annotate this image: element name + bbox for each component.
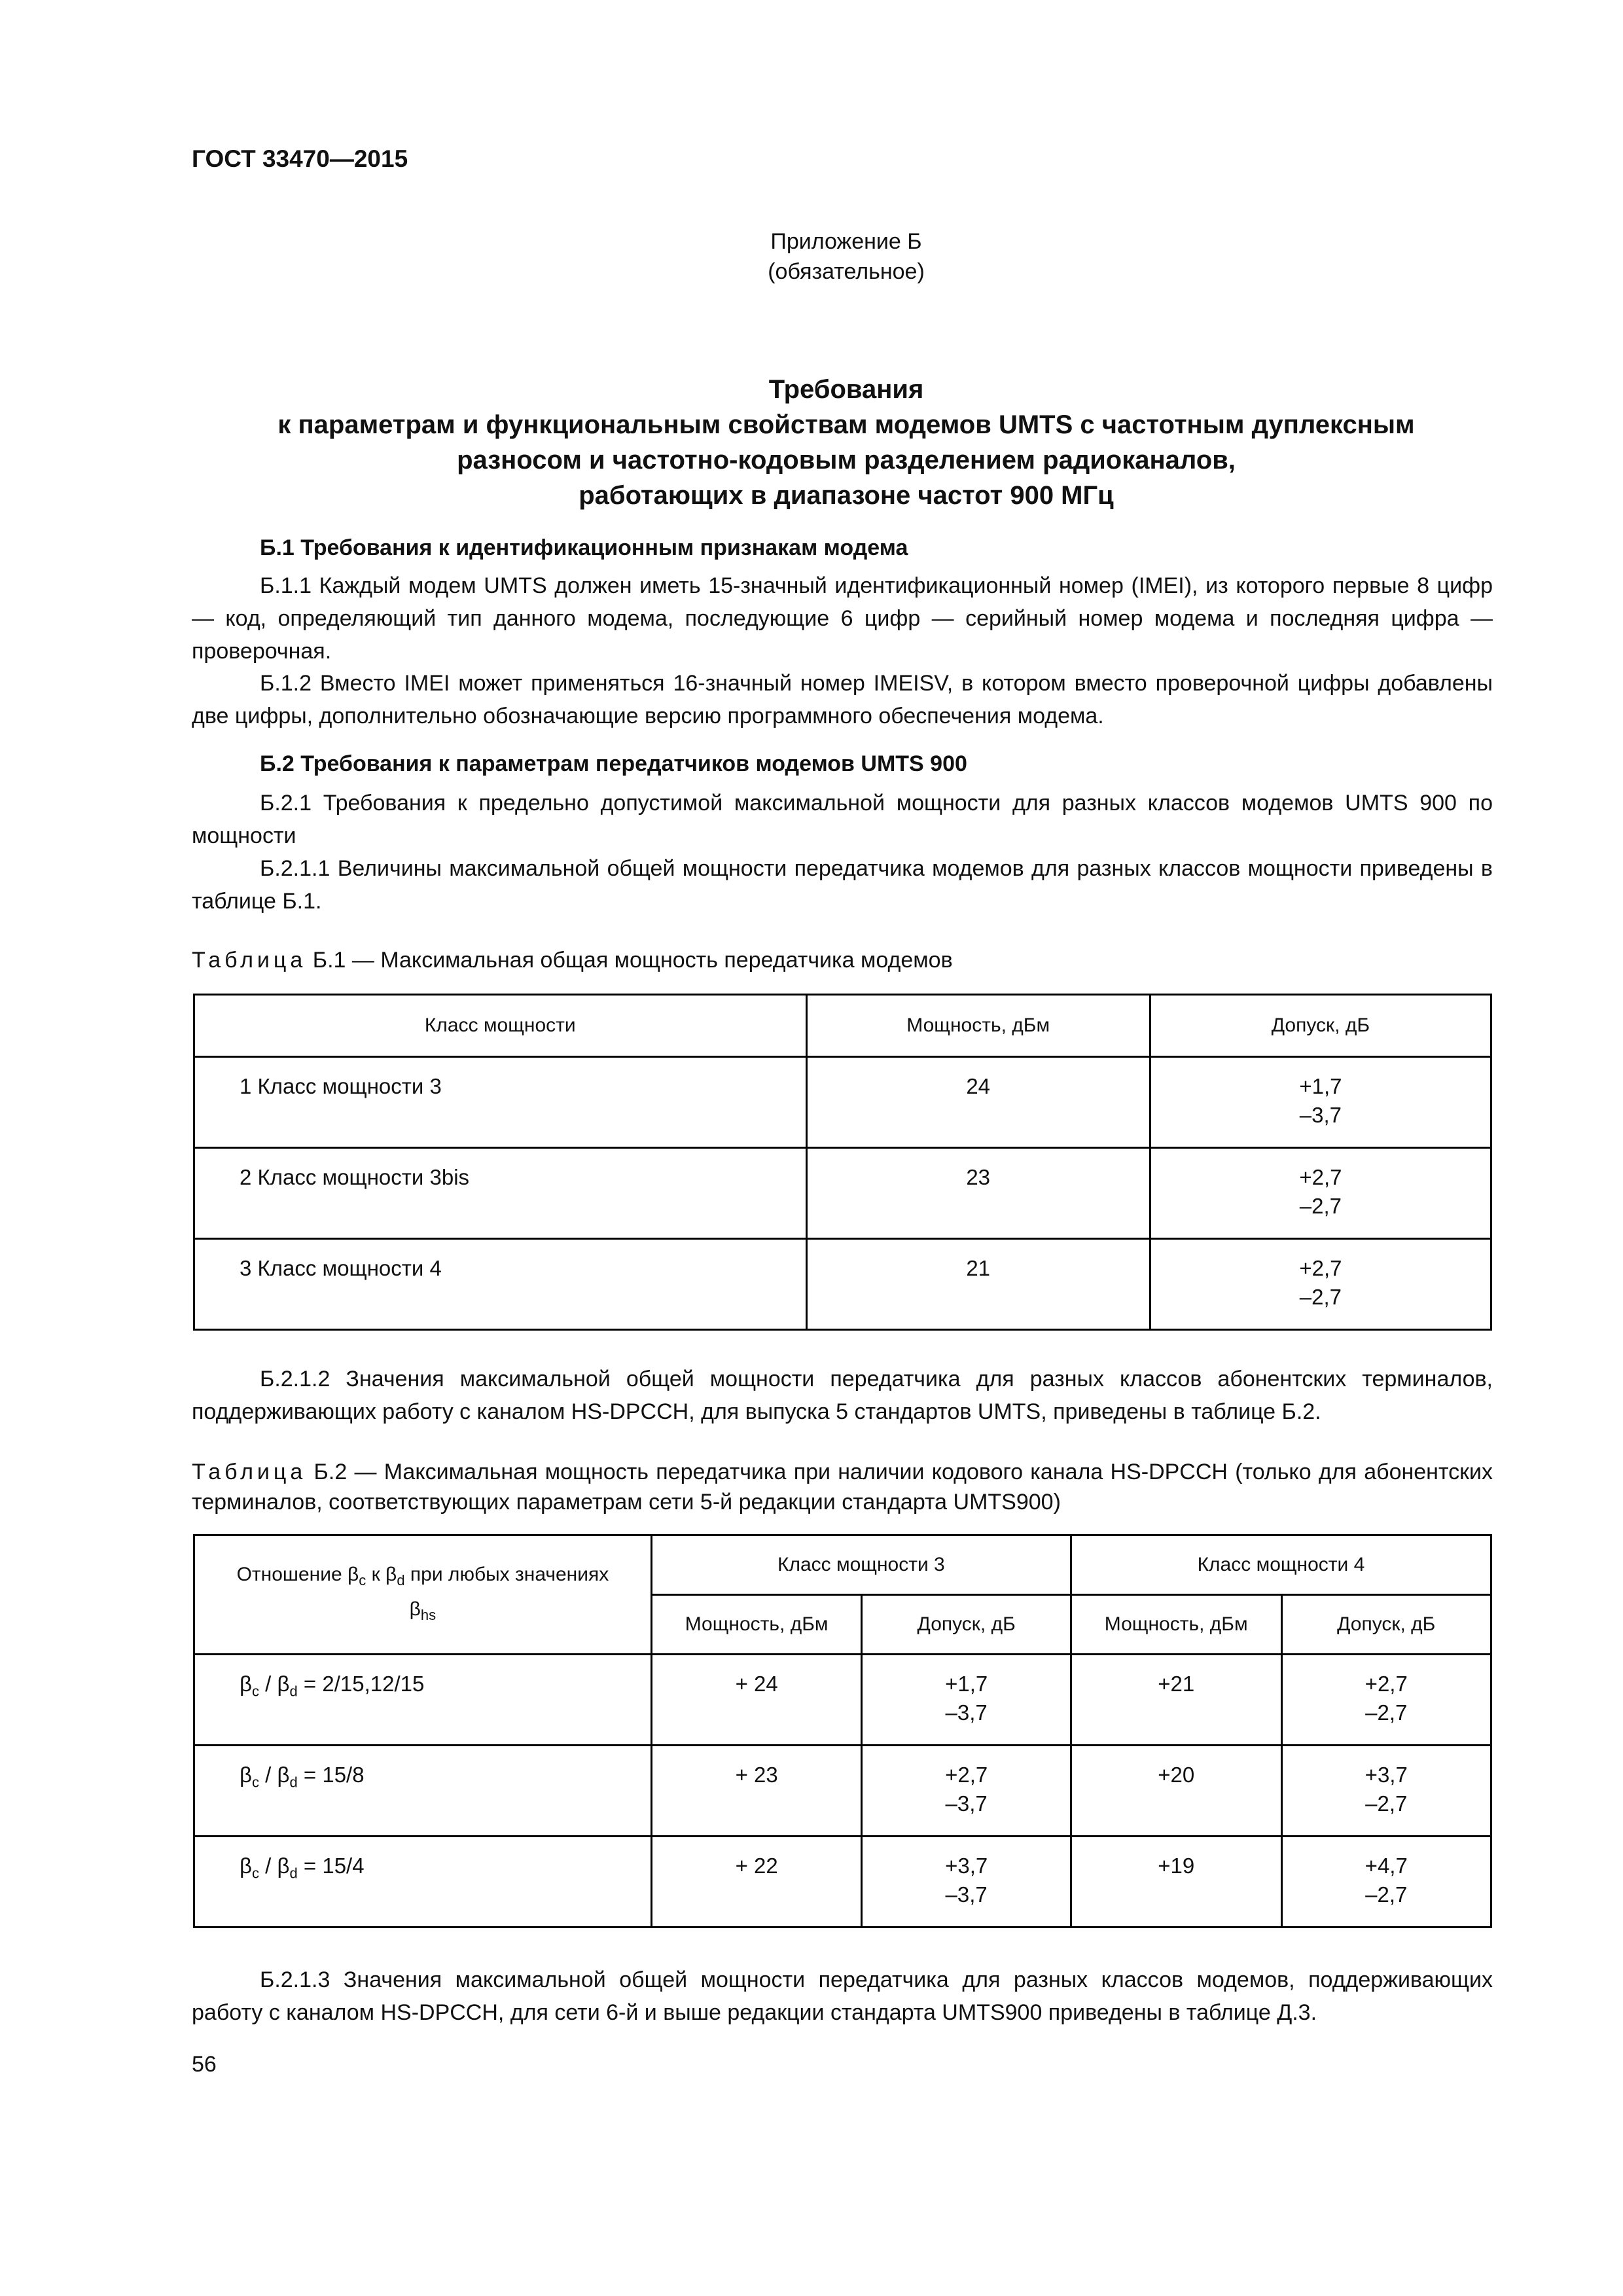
- column-header: Мощность, дБм: [651, 1595, 862, 1655]
- column-header: Класс мощности: [194, 995, 807, 1057]
- table-cell: +2,7 –2,7: [1281, 1655, 1491, 1746]
- table-row: [194, 1057, 1491, 1148]
- title-line-1: Требования: [768, 375, 924, 404]
- paragraph-b2-1-2: Б.2.1.2 Значения максимальной общей мощности передатчика для разных классов абонентских терминалов, поддерживающих работу с каналом HS-DPCCH, для выпуска 5 стандартов UMTS, приведены в таблице Б.2.: [192, 1367, 1493, 1424]
- column-header-class3: Класс мощности 3: [651, 1535, 1071, 1595]
- table-cell: +1,7 –3,7: [862, 1655, 1071, 1746]
- column-header-ratio: Отношение $\beta_c$ к $\beta_d$ при любых значениях $\beta_{hs}$: [194, 1535, 652, 1655]
- table-cell: $\beta_c / \beta_d = 2/15,12/15$: [194, 1655, 652, 1746]
- table-cell: + 24: [651, 1655, 862, 1746]
- table-cell: +3,7 –2,7: [1281, 1746, 1491, 1837]
- annex-label: Приложение Б: [770, 229, 922, 254]
- column-header: Допуск, дБ: [862, 1595, 1071, 1655]
- title-line-4: работающих в диапазоне частот 900 МГц: [579, 481, 1114, 510]
- paragraph-b2-1: Б.2.1 Требования к предельно допустимой максимальной мощности для разных классов модемов UMTS 900 по мощности: [192, 791, 1493, 848]
- paragraph-b1-2: Б.1.2 Вместо IMEI может применяться 16-значный номер IMEISV, в котором вместо проверочной цифры добавлены две цифры, дополнительно обозначающие версию программного обеспечения модема.: [192, 671, 1493, 728]
- table-cell: 1 Класс мощности 3: [194, 1057, 807, 1148]
- table-b1: [193, 994, 1492, 1331]
- table-cell: 23: [806, 1148, 1150, 1239]
- table-cell: +20: [1071, 1746, 1281, 1837]
- annex-status: (обязательное): [768, 259, 925, 284]
- section-b2-heading: Б.2 Требования к параметрам передатчиков модемов UMTS 900: [260, 751, 967, 776]
- table-header-row: [194, 995, 1491, 1057]
- paragraph-b2-1-3: Б.2.1.3 Значения максимальной общей мощности передатчика для разных классов модемов, поддерживающих работу с каналом HS-DPCCH, для сети 6-й и выше редакции стандарта UMTS900 приведены в таблице Д.3.: [192, 1967, 1493, 2025]
- page-number: 56: [192, 2052, 217, 2077]
- table-cell: +2,7 –2,7: [1150, 1239, 1491, 1330]
- table-row: [194, 1655, 1491, 1746]
- table-row: [194, 1239, 1491, 1330]
- table2-caption-text: Б.2 — Максимальная мощность передатчика при наличии кодового канала HS-DPCCH (только для абонентских терминалов, соответствующих параметрам сети 5-й редакции стандарта UMTS900): [192, 1460, 1493, 1515]
- table1-caption: [192, 945, 1493, 975]
- table2-caption: [192, 1457, 1493, 1517]
- table-cell: + 22: [651, 1837, 862, 1928]
- table-cell: 3 Класс мощности 4: [194, 1239, 807, 1330]
- table-cell: +4,7 –2,7: [1281, 1837, 1491, 1928]
- column-header: Мощность, дБм: [806, 995, 1150, 1057]
- table1-caption-text: Б.1 — Максимальная общая мощность передатчика модемов: [306, 948, 953, 973]
- table-cell: +2,7 –2,7: [1150, 1148, 1491, 1239]
- title-line-3: разносом и частотно-кодовым разделением радиоканалов,: [457, 446, 1236, 475]
- table-cell: $\beta_c / \beta_d = 15/4$: [194, 1837, 652, 1928]
- annex-heading: [192, 226, 1501, 287]
- table-cell: +1,7 –3,7: [1150, 1057, 1491, 1148]
- column-header: Допуск, дБ: [1150, 995, 1491, 1057]
- table-cell: $\beta_c / \beta_d = 15/8$: [194, 1746, 652, 1837]
- table-cell: + 23: [651, 1746, 862, 1837]
- column-header-class4: Класс мощности 4: [1071, 1535, 1491, 1595]
- table2-caption-label: Таблица: [192, 1460, 307, 1484]
- table-b2: [193, 1534, 1492, 1928]
- table-cell: +19: [1071, 1837, 1281, 1928]
- section-b1-heading: Б.1 Требования к идентификационным признакам модема: [260, 535, 908, 560]
- table-header-row: [194, 1535, 1491, 1595]
- table-cell: 21: [806, 1239, 1150, 1330]
- title-line-2: к параметрам и функциональным свойствам модемов UMTS с частотным дуплексным: [277, 410, 1415, 439]
- table-row: [194, 1837, 1491, 1928]
- table-cell: +21: [1071, 1655, 1281, 1746]
- table-row: [194, 1746, 1491, 1837]
- document-code: ГОСТ 33470—2015: [192, 145, 408, 172]
- table-row: [194, 1148, 1491, 1239]
- table-cell: 2 Класс мощности 3bis: [194, 1148, 807, 1239]
- paragraph-b2-1-1: Б.2.1.1 Величины максимальной общей мощности передатчика модемов для разных классов мощности приведены в таблице Б.1.: [192, 856, 1493, 914]
- column-header: Допуск, дБ: [1281, 1595, 1491, 1655]
- paragraph-b1-1: Б.1.1 Каждый модем UMTS должен иметь 15-значный идентификационный номер (IMEI), из которого первые 8 цифр — код, определяющий тип данного модема, последующие 6 цифр — серийный номер модема и последняя цифра — проверочная.: [192, 573, 1493, 664]
- annex-title: [192, 372, 1501, 513]
- table-cell: +2,7 –3,7: [862, 1746, 1071, 1837]
- table1-caption-label: Таблица: [192, 948, 307, 973]
- table-cell: +3,7 –3,7: [862, 1837, 1071, 1928]
- table-cell: 24: [806, 1057, 1150, 1148]
- column-header: Мощность, дБм: [1071, 1595, 1281, 1655]
